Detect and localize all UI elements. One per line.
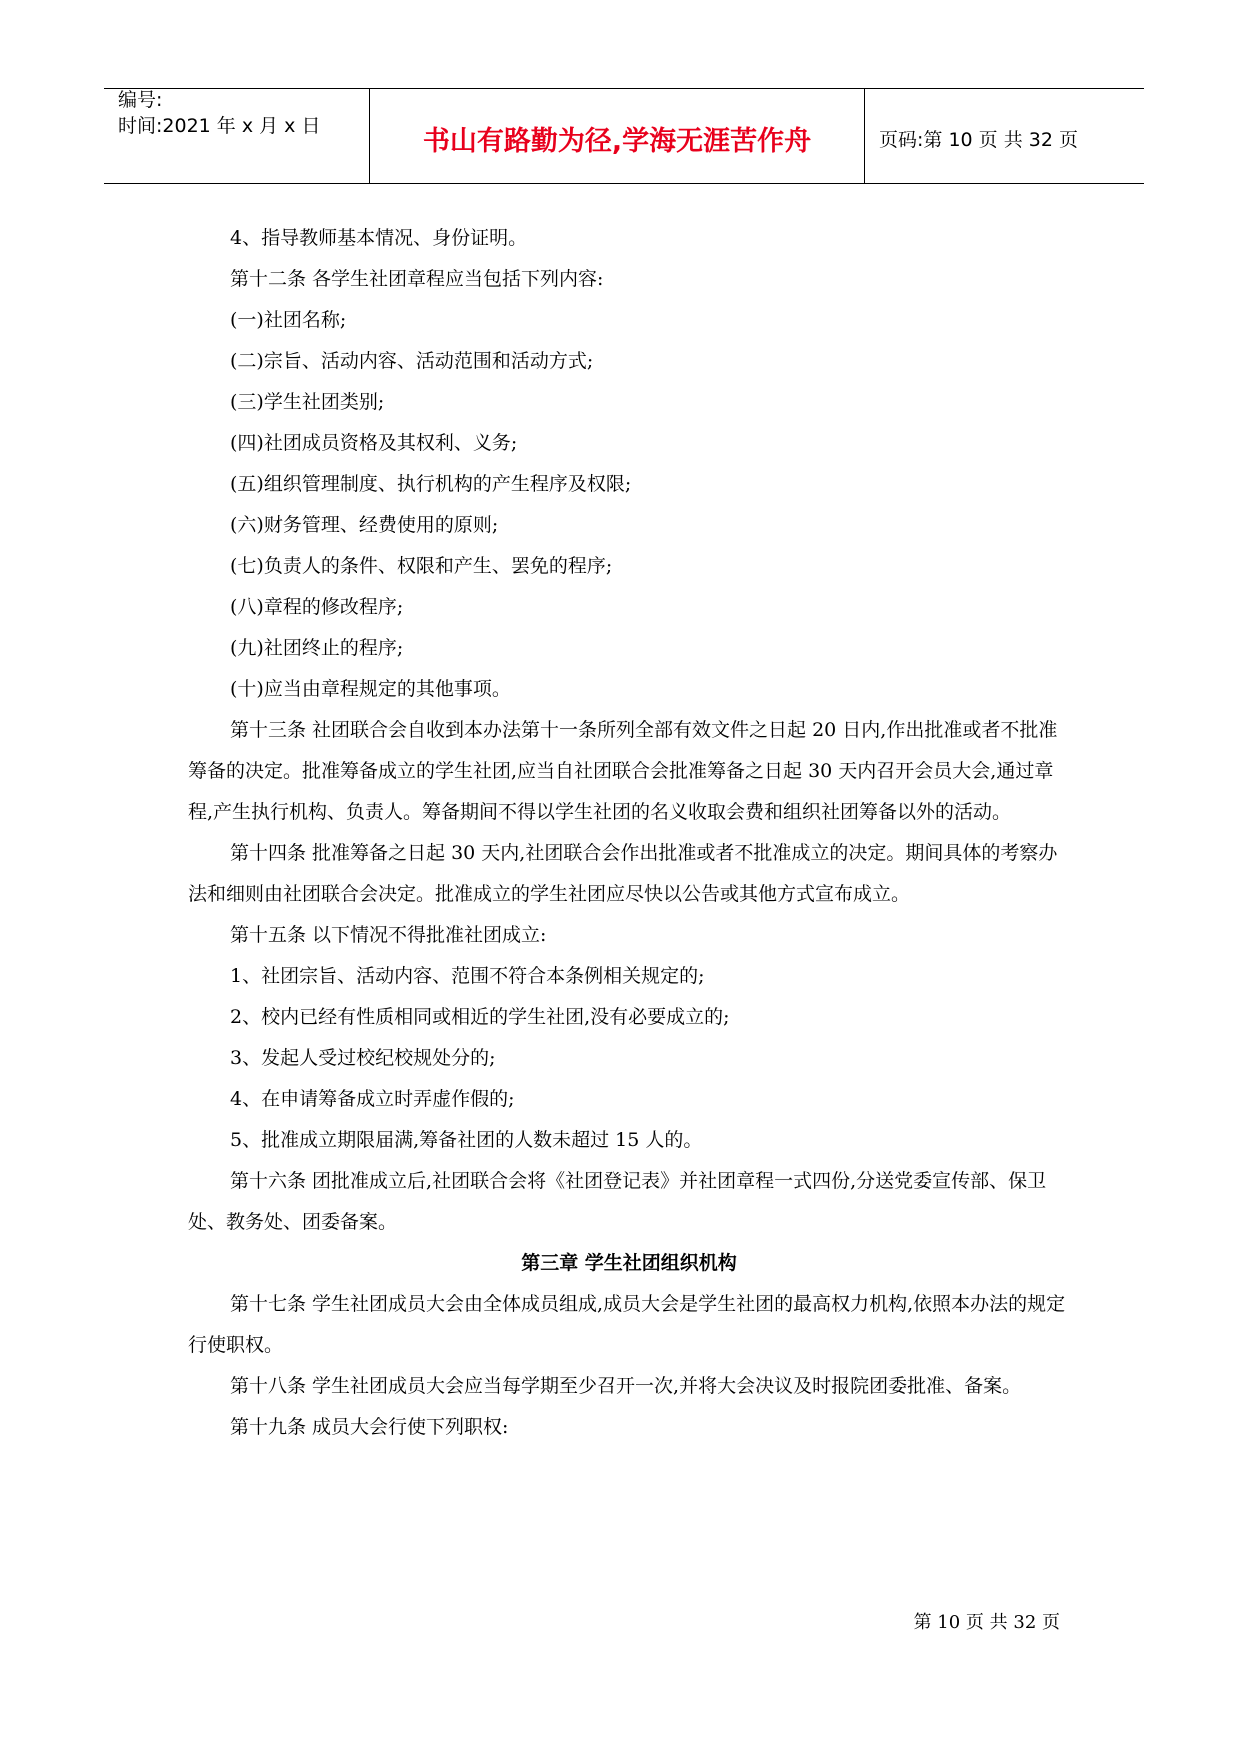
page-header xyxy=(104,88,1144,184)
article-14: 第十四条 批准筹备之日起 30 天内,社团联合会作出批准或者不批准成立的决定。期间具体的考察办法和细则由社团联合会决定。批准成立的学生社团应尽快以公告或其他方式宣布成立。 xyxy=(188,842,1058,905)
document-number-label: 编号: xyxy=(118,89,163,111)
chapter-heading: 第三章 学生社团组织机构 xyxy=(521,1252,737,1274)
list-item: (三)学生社团类别; xyxy=(230,391,385,413)
header-left-cell xyxy=(104,89,370,183)
list-item: (二)宗旨、活动内容、活动范围和活动方式; xyxy=(230,350,594,372)
list-item: (四)社团成员资格及其权利、义务; xyxy=(230,432,518,454)
list-item: 4、在申请筹备成立时弄虚作假的; xyxy=(230,1088,515,1110)
list-item: (一)社团名称; xyxy=(230,309,347,331)
list-item: (九)社团终止的程序; xyxy=(230,637,404,659)
list-item: 1、社团宗旨、活动内容、范围不符合本条例相关规定的; xyxy=(230,965,705,987)
list-item: (八)章程的修改程序; xyxy=(230,596,404,618)
list-item: (六)财务管理、经费使用的原则; xyxy=(230,514,499,536)
article-19: 第十九条 成员大会行使下列职权: xyxy=(230,1416,509,1438)
article-16: 第十六条 团批准成立后,社团联合会将《社团登记表》并社团章程一式四份,分送党委宣传部、保卫处、教务处、团委备案。 xyxy=(188,1170,1047,1233)
document-body xyxy=(188,218,1070,1448)
list-item: (五)组织管理制度、执行机构的产生程序及权限; xyxy=(230,473,632,495)
header-right-cell xyxy=(865,89,1144,183)
paragraph: 4、指导教师基本情况、身份证明。 xyxy=(230,227,528,249)
header-center-cell xyxy=(370,89,865,183)
list-item: (七)负责人的条件、权限和产生、罢免的程序; xyxy=(230,555,613,577)
list-item: 2、校内已经有性质相同或相近的学生社团,没有必要成立的; xyxy=(230,1006,730,1028)
header-page-label: 页码:第 10 页 共 32 页 xyxy=(879,129,1078,151)
article-15: 第十五条 以下情况不得批准社团成立: xyxy=(230,924,547,946)
list-item: 5、批准成立期限届满,筹备社团的人数未超过 15 人的。 xyxy=(230,1129,703,1151)
page-footer: 第 10 页 共 32 页 xyxy=(913,1612,1060,1633)
article-13: 第十三条 社团联合会自收到本办法第十一条所列全部有效文件之日起 20 日内,作出批准或者不批准筹备的决定。批准筹备成立的学生社团,应当自社团联合会批准筹备之日起 30 天内召开会员大会,通过章程,产生执行机构、负责人。筹备期间不得以学生社团的名义收取会费和组织社团筹备以外的活动。 xyxy=(188,719,1058,823)
list-item: (十)应当由章程规定的其他事项。 xyxy=(230,678,511,700)
document-time-label: 时间:2021 年 x 月 x 日 xyxy=(118,115,321,137)
article-12: 第十二条 各学生社团章程应当包括下列内容: xyxy=(230,268,604,290)
header-motto: 书山有路勤为径,学海无涯苦作舟 xyxy=(422,126,812,157)
list-item: 3、发起人受过校纪校规处分的; xyxy=(230,1047,496,1069)
article-18: 第十八条 学生社团成员大会应当每学期至少召开一次,并将大会决议及时报院团委批准、备案。 xyxy=(230,1375,1022,1397)
article-17: 第十七条 学生社团成员大会由全体成员组成,成员大会是学生社团的最高权力机构,依照本办法的规定行使职权。 xyxy=(188,1293,1066,1356)
